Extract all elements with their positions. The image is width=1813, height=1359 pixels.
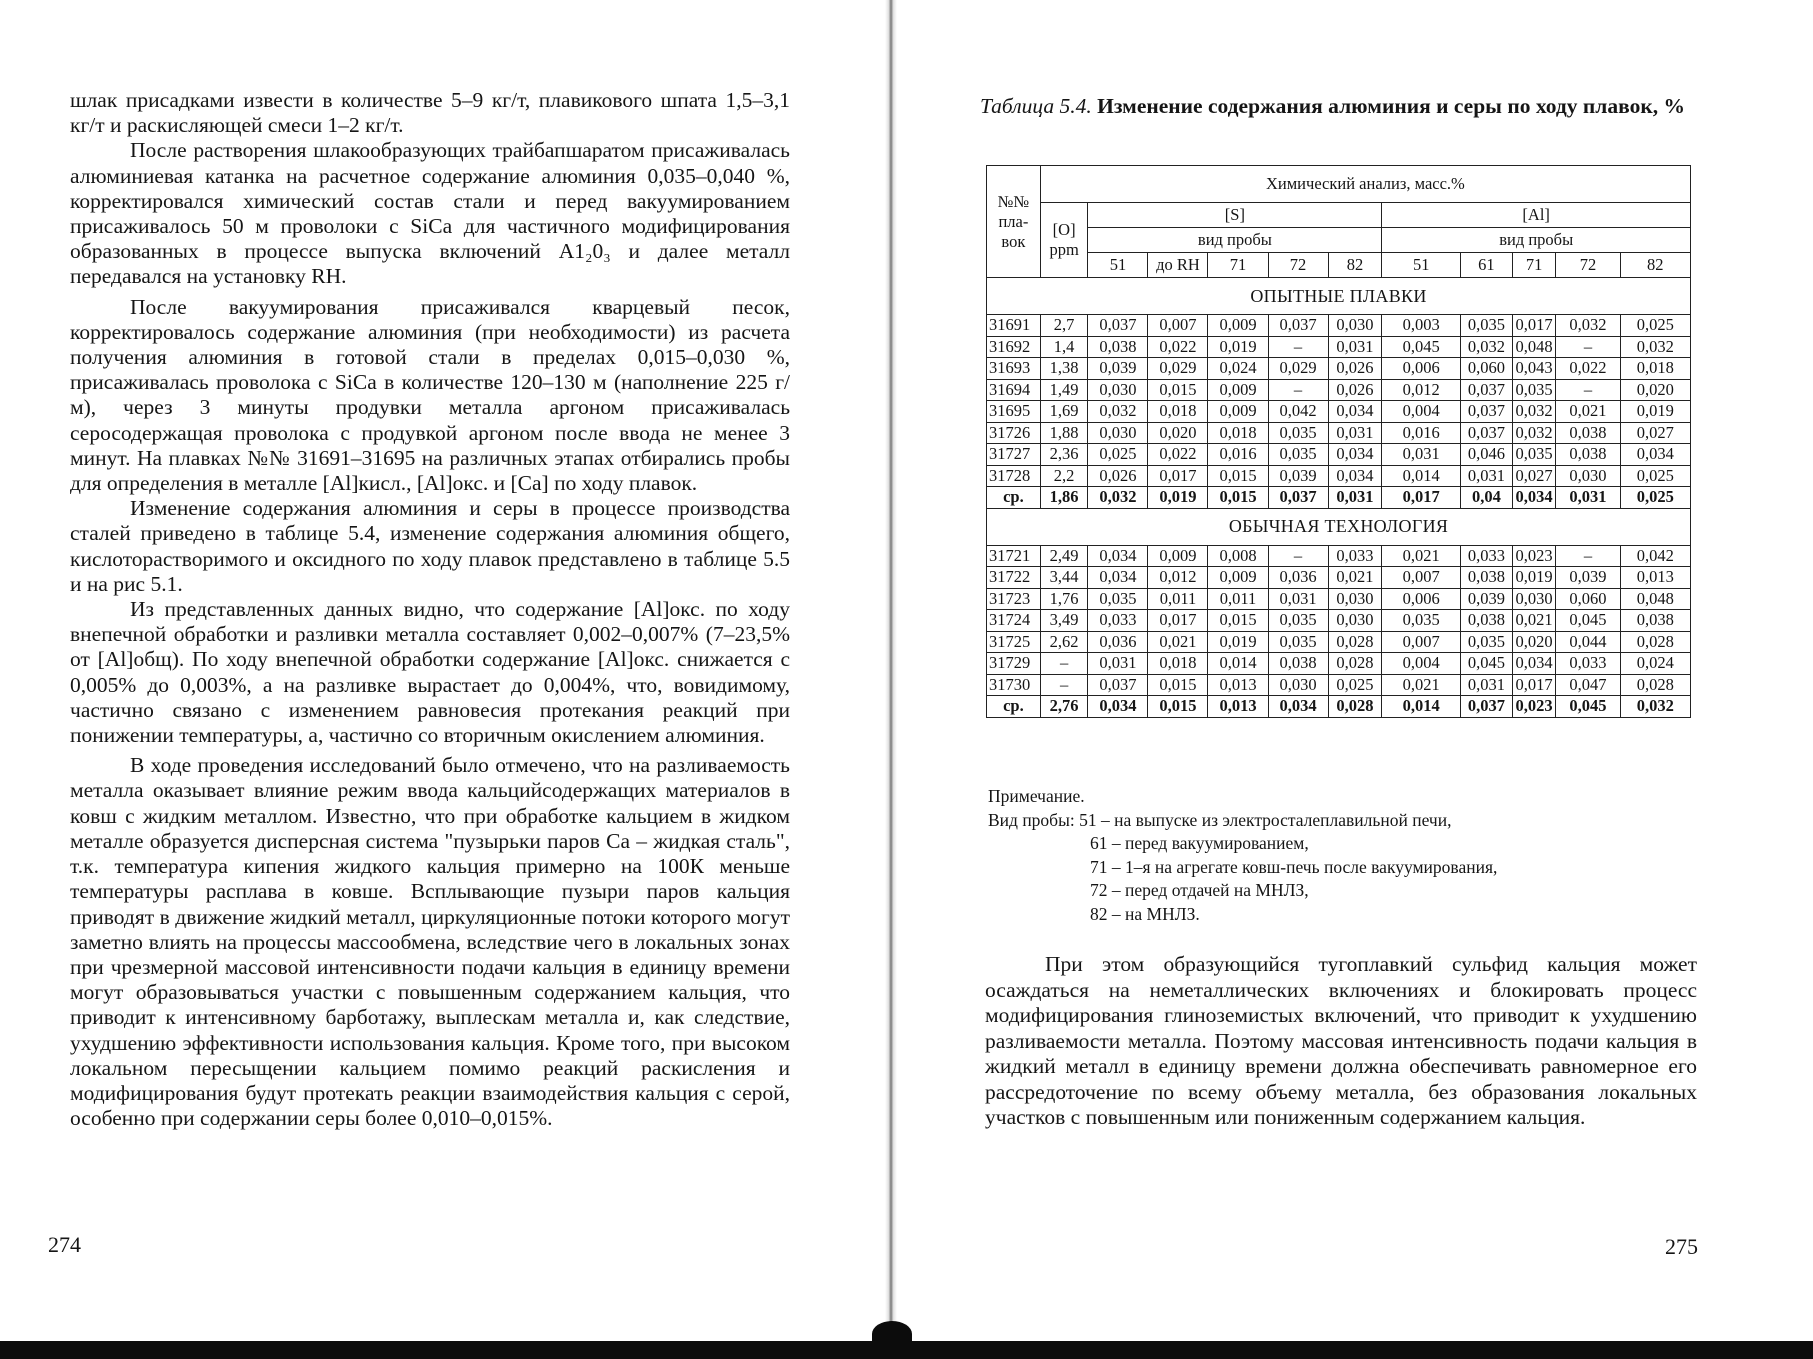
- table-cell: 0,019: [1208, 631, 1268, 653]
- table-cell: 0,012: [1382, 379, 1461, 401]
- table-cell: 0,044: [1556, 631, 1620, 653]
- table-cell: 0,034: [1328, 444, 1382, 466]
- average-row: [987, 487, 1691, 509]
- right-page-body: [985, 952, 1697, 1131]
- table-cell: 0,014: [1208, 653, 1268, 675]
- table-cell: 0,038: [1556, 422, 1620, 444]
- table-cell: 0,038: [1461, 610, 1513, 632]
- table-cell: 0,038: [1461, 567, 1513, 589]
- table-cell: 0,013: [1208, 696, 1268, 718]
- table-cell: 0,030: [1088, 379, 1148, 401]
- table-cell: 0,034: [1088, 567, 1148, 589]
- table-cell: 0,038: [1620, 610, 1690, 632]
- table-cell: 0,037: [1268, 315, 1328, 337]
- table-cell: 0,019: [1208, 336, 1268, 358]
- table-cell: 0,035: [1268, 444, 1328, 466]
- table-cell: 0,039: [1088, 358, 1148, 380]
- table-cell: 0,014: [1382, 465, 1461, 487]
- table-cell: 0,030: [1328, 315, 1382, 337]
- table-row: [987, 315, 1691, 337]
- table-cell: 0,045: [1461, 653, 1513, 675]
- table-cell: 0,022: [1148, 444, 1208, 466]
- note-line: 61 – перед вакуумированием,: [1090, 833, 1309, 853]
- table-cell: 0,030: [1556, 465, 1620, 487]
- table-cell: 0,013: [1620, 567, 1690, 589]
- table-row: [987, 674, 1691, 696]
- melt-number: 31727: [987, 444, 1041, 466]
- table-cell: 3,44: [1040, 567, 1088, 589]
- paragraph: В ходе проведения исследований было отмечено, что на разливаемость металла оказывает влияние режим ввода кальцийсодержащих материалов в ковш с жидким металлом. Известно, что при обработке кальцием в жидком металле образуется дисперсная система "пузырьки паров Ca – жидкая сталь", т.к. температура кипения жидкого кальция примерно на 100К меньше температуры расплава в ковше. Всплывающие пузыри паров кальция приводят в движение жидкий металл, циркуляционные потоки которого могут заметно влиять на процессы массообмена, вследствие чего в локальных зонах при чрезмерной массовой интенсивности подачи кальция в единицу времени могут образовываться участки с повышенным содержанием кальция, что приводит к интенсивному барботажу, выплескам металла и, как следствие, ухудшению эффективности использования кальция. Кроме того, при высоком локальном пересыщении кальцием помимо реакций раскисления и модифицирования будут протекать реакции взаимодействия кальция с серой, особенно при содержании серы более 0,010–0,015%.: [70, 753, 790, 1131]
- table-cell: 0,026: [1328, 358, 1382, 380]
- table-cell: –: [1040, 653, 1088, 675]
- table-cell: 0,031: [1461, 465, 1513, 487]
- header-melt: №№ пла-вок: [987, 166, 1041, 278]
- melt-number: ср.: [987, 696, 1041, 718]
- table-cell: 0,009: [1208, 401, 1268, 423]
- table-cell: 0,017: [1382, 487, 1461, 509]
- table-cell: 0,021: [1382, 674, 1461, 696]
- table-cell: 0,037: [1461, 379, 1513, 401]
- left-page-body: [70, 88, 790, 1131]
- table-cell: 2,2: [1040, 465, 1088, 487]
- table-cell: 0,042: [1268, 401, 1328, 423]
- table-cell: 0,026: [1328, 379, 1382, 401]
- table-cell: 0,034: [1268, 696, 1328, 718]
- header-sample-type: вид пробы: [1088, 228, 1382, 253]
- table-cell: 0,042: [1620, 545, 1690, 567]
- melt-number: 31723: [987, 588, 1041, 610]
- table-cell: 0,032: [1088, 401, 1148, 423]
- section-title: ОБЫЧНАЯ ТЕХНОЛОГИЯ: [987, 508, 1691, 545]
- table-cell: 0,037: [1461, 696, 1513, 718]
- table-cell: 0,031: [1328, 336, 1382, 358]
- table-cell: 0,030: [1268, 674, 1328, 696]
- table-cell: 0,003: [1382, 315, 1461, 337]
- table-cell: 0,021: [1382, 545, 1461, 567]
- table-cell: 0,023: [1512, 545, 1556, 567]
- table-cell: 0,038: [1556, 444, 1620, 466]
- header-chem-analysis: Химический анализ, масс.%: [1040, 166, 1690, 203]
- table-cell: 1,86: [1040, 487, 1088, 509]
- sample-col-header: 51: [1382, 253, 1461, 278]
- table-cell: 0,031: [1088, 653, 1148, 675]
- table-cell: 0,015: [1148, 379, 1208, 401]
- table-cell: 0,016: [1208, 444, 1268, 466]
- table-cell: 0,011: [1148, 588, 1208, 610]
- table-cell: 0,060: [1556, 588, 1620, 610]
- melt-number: 31726: [987, 422, 1041, 444]
- table-cell: 0,032: [1620, 336, 1690, 358]
- paragraph: После вакуумирования присаживался кварцевый песок, корректировалось содержание алюминия (при необходимости) из расчета получения алюминия в готовой стали в пределах 0,015–0,030 %, присаживалась проволока с SiCa в количестве 120–130 м (наполнение 225 г/м), через 3 минуты продувки металла аргоном присаживалась серосодержащая проволока с продувкой аргоном после ввода не менее 3 минут. На плавках №№ 31691–31695 на различных этапах отбирались пробы для определения в металле [Al]кисл., [Al]окс. и [Ca] по ходу плавок.: [70, 294, 790, 496]
- paragraph: Из представленных данных видно, что содержание [Al]окс. по ходу внепечной обработки и разливки металла составляет 0,002–0,007% (7–23,5% от [Al]общ). По ходу внепечной обработки содержание [Al]окс. снижается с 0,005% до 0,003%, а на разливке вырастает до 0,004%, что, вовидимому, частично связано с изменением равновесия протекания реакций при понижении температуры, а, частично со вторичным окислением алюминия.: [70, 597, 790, 748]
- table-cell: 0,017: [1148, 610, 1208, 632]
- data-table: [986, 165, 1691, 718]
- table-cell: 0,035: [1268, 610, 1328, 632]
- table-cell: 0,037: [1268, 487, 1328, 509]
- table-note: [988, 785, 1688, 926]
- table-cell: 2,76: [1040, 696, 1088, 718]
- table-cell: –: [1268, 379, 1328, 401]
- table-cell: 1,49: [1040, 379, 1088, 401]
- table-cell: 0,020: [1620, 379, 1690, 401]
- melt-number: 31694: [987, 379, 1041, 401]
- table-cell: 0,032: [1620, 696, 1690, 718]
- table-cell: 1,88: [1040, 422, 1088, 444]
- table-cell: 0,028: [1328, 631, 1382, 653]
- table-cell: 0,039: [1556, 567, 1620, 589]
- melt-number: 31725: [987, 631, 1041, 653]
- table-cell: 0,007: [1382, 567, 1461, 589]
- table-row: [987, 465, 1691, 487]
- table-cell: 0,037: [1461, 401, 1513, 423]
- table-cell: 0,015: [1208, 610, 1268, 632]
- table-cell: 0,012: [1148, 567, 1208, 589]
- sample-col-header: 82: [1620, 253, 1690, 278]
- note-first-line: Вид пробы: 51 – на выпуске из электросталеплавильной печи,: [988, 809, 1452, 830]
- table-row: [987, 422, 1691, 444]
- table-cell: 0,017: [1148, 465, 1208, 487]
- table-cell: 0,028: [1328, 653, 1382, 675]
- table-cell: 0,018: [1148, 653, 1208, 675]
- table-cell: 0,033: [1088, 610, 1148, 632]
- sample-col-header: 71: [1512, 253, 1556, 278]
- table-cell: 0,035: [1461, 315, 1513, 337]
- table-cell: 0,038: [1088, 336, 1148, 358]
- table-cell: 0,036: [1088, 631, 1148, 653]
- table-cell: 0,035: [1512, 444, 1556, 466]
- table-cell: 0,030: [1512, 588, 1556, 610]
- table-cell: 0,032: [1512, 422, 1556, 444]
- table-cell: 0,028: [1328, 696, 1382, 718]
- melt-number: 31721: [987, 545, 1041, 567]
- table-caption-number: Таблица 5.4.: [980, 94, 1092, 118]
- table-cell: 0,037: [1088, 674, 1148, 696]
- table-caption-title: Изменение содержания алюминия и серы по ходу плавок, %: [1097, 94, 1685, 118]
- table-cell: 0,018: [1148, 401, 1208, 423]
- table-cell: 0,017: [1512, 674, 1556, 696]
- table-cell: 0,011: [1208, 588, 1268, 610]
- table-cell: 0,025: [1328, 674, 1382, 696]
- melt-number: 31693: [987, 358, 1041, 380]
- table-cell: 0,006: [1382, 588, 1461, 610]
- section-title: ОПЫТНЫЕ ПЛАВКИ: [987, 278, 1691, 315]
- table-cell: 1,4: [1040, 336, 1088, 358]
- paragraph: После растворения шлакообразующих трайбапшаратом присаживалась алюминиевая катанка на расчетное содержание алюминия 0,035–0,040 %, корректировался химический состав стали и перед вакуумированием присаживалось 50 м проволоки с SiCa для частичного модифицирования образованных в процессе выпуска включений A1₂0₃ и далее металл передавался на установку RH.: [70, 138, 790, 289]
- table-cell: 0,016: [1382, 422, 1461, 444]
- table-row: [987, 567, 1691, 589]
- melt-number: 31691: [987, 315, 1041, 337]
- sample-col-header: 51: [1088, 253, 1148, 278]
- note-title: Примечание.: [988, 786, 1085, 806]
- sample-col-header: 61: [1461, 253, 1513, 278]
- table-cell: 2,36: [1040, 444, 1088, 466]
- table-cell: 0,028: [1620, 674, 1690, 696]
- table-cell: –: [1040, 674, 1088, 696]
- sample-col-header: 82: [1328, 253, 1382, 278]
- table-cell: 0,009: [1148, 545, 1208, 567]
- table-cell: 0,04: [1461, 487, 1513, 509]
- table-cell: 0,033: [1461, 545, 1513, 567]
- table-cell: 0,034: [1512, 487, 1556, 509]
- table-cell: 0,008: [1208, 545, 1268, 567]
- paragraph: шлак присадками извести в количестве 5–9 кг/т, плавикового шпата 1,5–3,1 кг/т и раскисляющей смеси 1–2 кг/т.: [70, 88, 790, 138]
- table-cell: 0,019: [1620, 401, 1690, 423]
- sample-col-header: 71: [1208, 253, 1268, 278]
- table-cell: 0,024: [1208, 358, 1268, 380]
- melt-number: 31692: [987, 336, 1041, 358]
- table-cell: –: [1268, 336, 1328, 358]
- table-cell: 0,031: [1268, 588, 1328, 610]
- table-cell: 0,006: [1382, 358, 1461, 380]
- table-cell: 0,035: [1461, 631, 1513, 653]
- table-cell: 0,032: [1556, 315, 1620, 337]
- table-cell: 0,035: [1268, 422, 1328, 444]
- table-cell: 0,034: [1088, 545, 1148, 567]
- table-row: [987, 610, 1691, 632]
- table-cell: 0,027: [1512, 465, 1556, 487]
- average-row: [987, 696, 1691, 718]
- table-cell: 1,38: [1040, 358, 1088, 380]
- table-cell: 0,034: [1328, 465, 1382, 487]
- header-sulfur: [S]: [1088, 203, 1382, 228]
- table-cell: 0,009: [1208, 315, 1268, 337]
- table-cell: 0,034: [1620, 444, 1690, 466]
- table-cell: 0,045: [1556, 610, 1620, 632]
- table-cell: 0,019: [1148, 487, 1208, 509]
- table-cell: 0,023: [1512, 696, 1556, 718]
- table-cell: 0,015: [1208, 487, 1268, 509]
- table-cell: 0,018: [1620, 358, 1690, 380]
- table-cell: 0,034: [1512, 653, 1556, 675]
- melt-number: 31730: [987, 674, 1041, 696]
- note-line: 72 – перед отдачей на МНЛЗ,: [1090, 880, 1309, 900]
- table-cell: 0,039: [1268, 465, 1328, 487]
- table-cell: 0,024: [1620, 653, 1690, 675]
- table-cell: 0,030: [1328, 588, 1382, 610]
- table-cell: 0,031: [1382, 444, 1461, 466]
- scan-bottom-edge: [0, 1341, 1813, 1359]
- table-cell: 0,020: [1148, 422, 1208, 444]
- table-cell: 0,036: [1268, 567, 1328, 589]
- table-cell: 0,021: [1512, 610, 1556, 632]
- table-cell: 0,043: [1512, 358, 1556, 380]
- table-cell: 0,035: [1382, 610, 1461, 632]
- table-cell: 3,49: [1040, 610, 1088, 632]
- table-cell: 0,035: [1088, 588, 1148, 610]
- table-cell: 0,018: [1208, 422, 1268, 444]
- melt-number: ср.: [987, 487, 1041, 509]
- table-cell: 0,009: [1208, 567, 1268, 589]
- table-cell: 0,046: [1461, 444, 1513, 466]
- sample-col-header: 72: [1268, 253, 1328, 278]
- table-cell: 0,037: [1088, 315, 1148, 337]
- table-row: [987, 588, 1691, 610]
- paragraph: При этом образующийся тугоплавкий сульфид кальция может осаждаться на неметаллических включениях и блокировать процесс модифицирования глиноземистых включений, что приводит к ухудшению разливаемости металла. Поэтому массовая интенсивность подачи кальция в жидкий металл в единицу времени должна обеспечивать равномерное его рассредоточение по всему объему металла, без образования локальных участков с повышенным или пониженным содержанием кальция.: [985, 952, 1697, 1129]
- table-cell: 0,025: [1620, 465, 1690, 487]
- melt-number: 31728: [987, 465, 1041, 487]
- table-cell: 0,007: [1382, 631, 1461, 653]
- table-cell: 0,028: [1620, 631, 1690, 653]
- left-page: [0, 0, 890, 1359]
- table-cell: 0,025: [1620, 315, 1690, 337]
- table-cell: 0,025: [1620, 487, 1690, 509]
- table-cell: 0,030: [1088, 422, 1148, 444]
- table-cell: 0,004: [1382, 401, 1461, 423]
- table-cell: 0,033: [1328, 545, 1382, 567]
- table-cell: 0,048: [1620, 588, 1690, 610]
- table-cell: 0,013: [1208, 674, 1268, 696]
- table-cell: 0,032: [1512, 401, 1556, 423]
- table-cell: 0,020: [1512, 631, 1556, 653]
- sample-col-header: 72: [1556, 253, 1620, 278]
- table-cell: 0,015: [1208, 465, 1268, 487]
- table-cell: 1,76: [1040, 588, 1088, 610]
- table-cell: –: [1556, 336, 1620, 358]
- table-cell: 0,022: [1556, 358, 1620, 380]
- sample-col-header: до RH: [1148, 253, 1208, 278]
- table-cell: 0,021: [1148, 631, 1208, 653]
- table-cell: 0,029: [1148, 358, 1208, 380]
- table-cell: 0,031: [1328, 487, 1382, 509]
- table-row: [987, 379, 1691, 401]
- table-cell: 2,7: [1040, 315, 1088, 337]
- page-number-left: 274: [48, 1232, 81, 1257]
- table-cell: 0,039: [1461, 588, 1513, 610]
- table-cell: 0,019: [1512, 567, 1556, 589]
- table-cell: 0,031: [1556, 487, 1620, 509]
- table-cell: 0,035: [1512, 379, 1556, 401]
- table-cell: 0,045: [1382, 336, 1461, 358]
- melt-number: 31729: [987, 653, 1041, 675]
- page-number-right: 275: [1665, 1234, 1698, 1259]
- table-cell: 0,037: [1461, 422, 1513, 444]
- table-cell: 0,047: [1556, 674, 1620, 696]
- table-cell: 0,004: [1382, 653, 1461, 675]
- table-cell: 0,060: [1461, 358, 1513, 380]
- table-cell: 0,014: [1382, 696, 1461, 718]
- table-cell: 0,034: [1088, 696, 1148, 718]
- table-cell: 0,033: [1556, 653, 1620, 675]
- table-row: [987, 444, 1691, 466]
- section-row: [987, 508, 1691, 545]
- table-row: [987, 401, 1691, 423]
- table-cell: 0,038: [1268, 653, 1328, 675]
- right-page: [890, 0, 1813, 1359]
- table-caption: [980, 92, 1690, 120]
- table-cell: 1,69: [1040, 401, 1088, 423]
- table-cell: 0,032: [1461, 336, 1513, 358]
- header-sample-type: вид пробы: [1382, 228, 1691, 253]
- table-cell: 0,032: [1088, 487, 1148, 509]
- note-line: 71 – 1–я на агрегате ковш-печь после вакуумирования,: [1090, 856, 1498, 877]
- table-cell: 0,048: [1512, 336, 1556, 358]
- table-cell: 0,031: [1461, 674, 1513, 696]
- table-cell: 0,022: [1148, 336, 1208, 358]
- table-cell: –: [1268, 545, 1328, 567]
- table-row: [987, 631, 1691, 653]
- section-row: [987, 278, 1691, 315]
- table-row: [987, 336, 1691, 358]
- table-row: [987, 653, 1691, 675]
- table-cell: –: [1556, 545, 1620, 567]
- table-cell: 0,015: [1148, 696, 1208, 718]
- table-cell: 0,025: [1088, 444, 1148, 466]
- header-aluminium: [Al]: [1382, 203, 1691, 228]
- table-cell: 0,009: [1208, 379, 1268, 401]
- table-cell: 0,026: [1088, 465, 1148, 487]
- melt-number: 31722: [987, 567, 1041, 589]
- table-cell: –: [1556, 379, 1620, 401]
- table-cell: 0,034: [1328, 401, 1382, 423]
- table-row: [987, 545, 1691, 567]
- table-cell: 0,027: [1620, 422, 1690, 444]
- table-cell: 0,007: [1148, 315, 1208, 337]
- header-oxygen: [O] ppm: [1040, 203, 1088, 278]
- table-cell: 0,030: [1328, 610, 1382, 632]
- table-cell: 0,015: [1148, 674, 1208, 696]
- note-line: 82 – на МНЛЗ.: [1090, 903, 1200, 924]
- paragraph: Изменение содержания алюминия и серы в процессе производства сталей приведено в таблице 5.4, изменение содержания алюминия общего, кислоторастворимого и оксидного по ходу плавок представлено в таблице 5.5 и на рис 5.1.: [70, 496, 790, 596]
- table-cell: 0,017: [1512, 315, 1556, 337]
- table-cell: 0,045: [1556, 696, 1620, 718]
- melt-number: 31695: [987, 401, 1041, 423]
- table-cell: 2,49: [1040, 545, 1088, 567]
- table-cell: 0,035: [1268, 631, 1328, 653]
- melt-number: 31724: [987, 610, 1041, 632]
- table-row: [987, 358, 1691, 380]
- table-cell: 0,021: [1556, 401, 1620, 423]
- table-cell: 0,029: [1268, 358, 1328, 380]
- table-cell: 2,62: [1040, 631, 1088, 653]
- table-cell: 0,031: [1328, 422, 1382, 444]
- table-cell: 0,021: [1328, 567, 1382, 589]
